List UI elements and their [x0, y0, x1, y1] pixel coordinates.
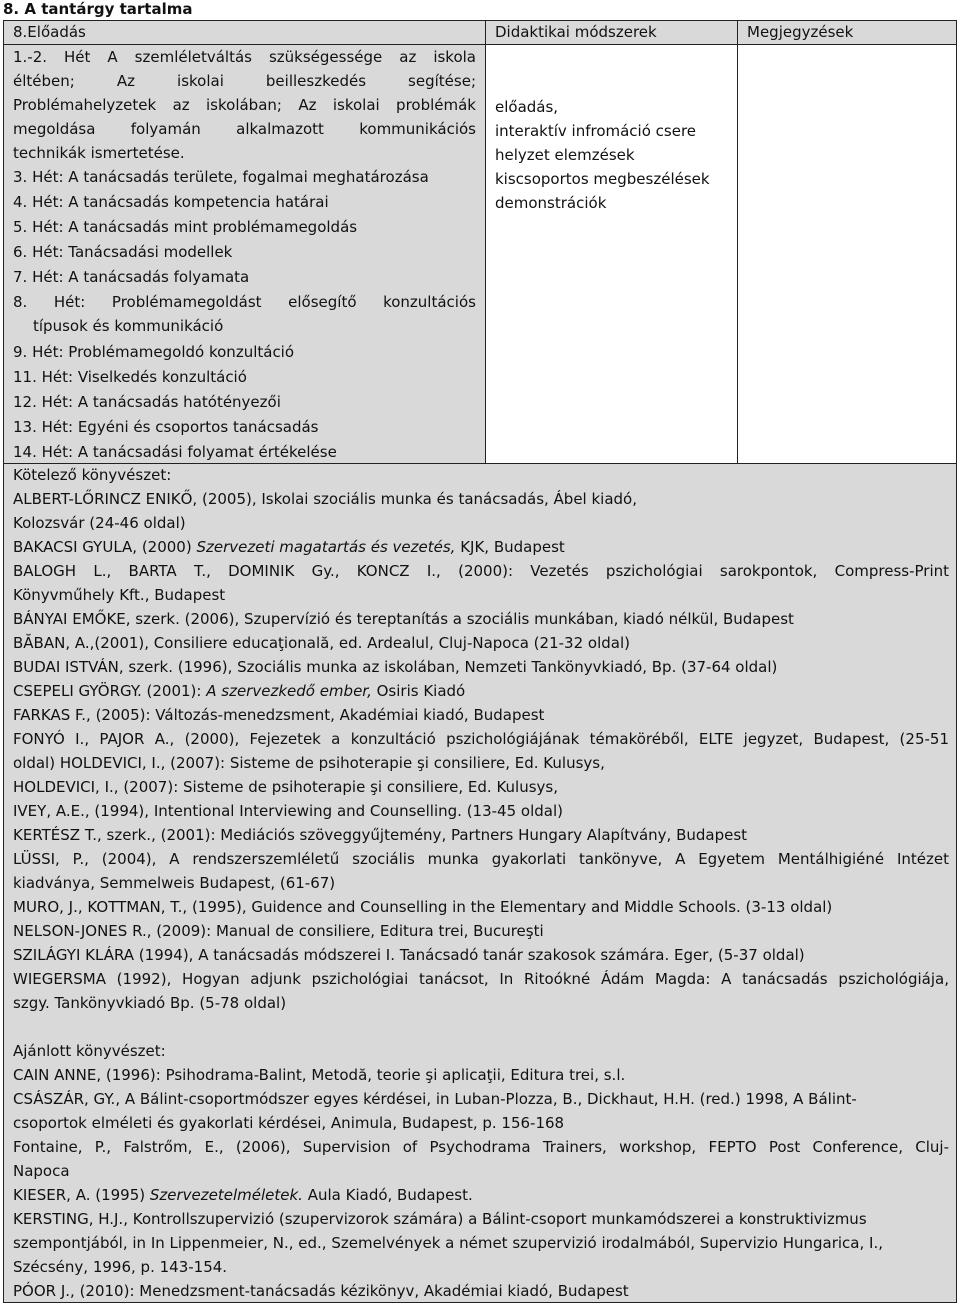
- reference: LÜSSI, P., (2004), A rendszerszemléletű szociális munka gyakorlati tankönyve, A Egyetem Mentálhigiéné Intézet: [13, 850, 949, 868]
- week-8-word: elősegítő: [288, 293, 357, 311]
- header-lecture: 8.Előadás: [13, 23, 86, 41]
- header-cell-notes: [737, 20, 957, 45]
- reference-text: Aula Kiadó, Budapest.: [302, 1186, 473, 1204]
- week-8-line-2: típusok és kommunikáció: [33, 317, 224, 335]
- week-topic: 5. Hét: A tanácsadás mint problémamegoldás: [13, 218, 358, 236]
- method-item: helyzet elemzések: [495, 146, 635, 164]
- method-item: előadás,: [495, 98, 559, 116]
- notes-cell: [737, 44, 957, 464]
- header-cell-methods: [485, 20, 738, 45]
- required-heading: Kötelező könyvészet:: [13, 466, 172, 484]
- reference: MURO, J., KOTTMAN, T., (1995), Guidence and Counselling in the Elementary and Middle Schools. (3-13 oldal): [13, 898, 833, 916]
- week-8-line-1: [13, 290, 476, 314]
- reference: [13, 1183, 949, 1207]
- reference: Fontaine, P., Falstrőm, E., (2006), Supervision of Psychodrama Trainers, workshop, FEPTO Post Conference, Cluj-: [13, 1138, 949, 1156]
- reference: oldal) HOLDEVICI, I., (2007): Sisteme de psihoterapie şi consiliere, Ed. Kulusys,: [13, 754, 605, 772]
- week-topic: 12. Hét: A tanácsadás hatótényezői: [13, 393, 281, 411]
- reference: WIEGERSMA (1992), Hogyan adjunk pszichológiai tanácsot, In Ritoókné Ádám Magda: A tanácsadás pszichológiája,: [13, 970, 949, 988]
- week-1-2-line: éltében; Az iskolai beilleszkedés segítése;: [13, 72, 476, 90]
- reference: Kolozsvár (24-46 oldal): [13, 514, 186, 532]
- week-topic: 3. Hét: A tanácsadás területe, fogalmai meghatározása: [13, 168, 429, 186]
- week-1-2-line: 1.-2. Hét A szemléletváltás szükségessége az iskola: [13, 48, 476, 66]
- reference: Napoca: [13, 1162, 70, 1180]
- reference-title: Szervezeti magatartás és vezetés,: [196, 538, 456, 556]
- week-1-2-line: Problémahelyzetek az iskolában; Az iskolai problémák: [13, 96, 476, 114]
- bibliography-cell: [3, 463, 957, 1303]
- header-cell-lecture: [3, 20, 486, 45]
- reference: FONYÓ I., PAJOR A., (2000), Fejezetek a konzultáció pszichológiájának témaköréből, ELTE jegyzet, Budapest, (25-51: [13, 730, 949, 748]
- weeks-rest-list: [13, 340, 337, 465]
- week-topic: 11. Hét: Viselkedés konzultáció: [13, 368, 247, 386]
- reference: NELSON-JONES R., (2009): Manual de consiliere, Editura trei, Bucureşti: [13, 922, 544, 940]
- reference: HOLDEVICI, I., (2007): Sisteme de psihoterapie şi consiliere, Ed. Kulusys,: [13, 778, 559, 796]
- reference-title: Szervezetelméletek.: [149, 1186, 303, 1204]
- section-title: 8. A tantárgy tartalma: [3, 0, 193, 18]
- reference: Könyvműhely Kft., Budapest: [13, 586, 226, 604]
- reference-text: KJK, Budapest: [455, 538, 565, 556]
- reference-text: KIESER, A. (1995): [13, 1186, 150, 1204]
- week-1-2-line: megoldása folyamán alkalmazott kommunikációs: [13, 120, 476, 138]
- header-methods: Didaktikai módszerek: [495, 23, 657, 41]
- reference: FARKAS F., (2005): Változás-menedzsment, Akadémiai kiadó, Budapest: [13, 706, 545, 724]
- week-8-word: 8.: [13, 293, 28, 311]
- reference: CAIN ANNE, (1996): Psihodrama-Balint, Metodă, teorie şi aplicaţii, Editura trei, s.l.: [13, 1066, 626, 1084]
- week-topic: 14. Hét: A tanácsadási folyamat értékelése: [13, 443, 337, 461]
- week-topic: 4. Hét: A tanácsadás kompetencia határai: [13, 193, 329, 211]
- week-8-word: Hét:: [53, 293, 86, 311]
- reference: BÁNYAI EMŐKE, szerk. (2006), Szupervízió és tereptanítás a szociális munkában, kiadó nélkül, Budapest: [13, 610, 794, 628]
- header-notes: Megjegyzések: [747, 23, 854, 41]
- week-topic: 7. Hét: A tanácsadás folyamata: [13, 268, 250, 286]
- reference-text: CSEPELI GYÖRGY. (2001):: [13, 682, 207, 700]
- reference: [13, 535, 949, 559]
- required-bibliography: [13, 463, 949, 1015]
- method-item: kiscsoportos megbeszélések: [495, 170, 710, 188]
- recommended-bibliography: [13, 1039, 949, 1303]
- method-item: demonstrációk: [495, 194, 607, 212]
- week-1-2-topic: [13, 45, 476, 165]
- week-8-topic: [13, 290, 476, 338]
- weeks-list: [13, 165, 429, 290]
- reference: SZILÁGYI KLÁRA (1994), A tanácsadás módszerei I. Tanácsadó tanár szakosok számára. Eger, (5-37 oldal): [13, 946, 805, 964]
- reference: KERSTING, H.J., Kontrollszupervizió (szupervizorok számára) a Bálint-csoport munkamódszerei a konstruktivizmus: [13, 1210, 867, 1228]
- reference: szempontjából, in In Lippenmeier, N., ed., Szemelvények a német szupervizió irodalmából, Supervizio Hungarica, I.,: [13, 1234, 883, 1252]
- week-topic: 13. Hét: Egyéni és csoportos tanácsadás: [13, 418, 319, 436]
- reference: BALOGH L., BARTA T., DOMINIK Gy., KONCZ I., (2000): Vezetés pszichológiai sarokpontok, Compress-Print: [13, 562, 949, 580]
- reference: csoportok elméleti és gyakorlati kérdései, Animula, Budapest, p. 156-168: [13, 1114, 565, 1132]
- reference: szgy. Tankönyvkiadó Bp. (5-78 oldal): [13, 994, 287, 1012]
- week-topic: 6. Hét: Tanácsadási modellek: [13, 243, 233, 261]
- week-8-word: Problémamegoldást: [111, 293, 262, 311]
- reference: CSÁSZÁR, GY., A Bálint-csoportmódszer egyes kérdései, in Luban-Plozza, B., Dickhaut, H.H. (red.) 1998, A Bálint-: [13, 1090, 857, 1108]
- reference: KERTÉSZ T., szerk., (2001): Mediációs szöveggyűjtemény, Partners Hungary Alapítvány, Budapest: [13, 826, 748, 844]
- week-topic: 9. Hét: Problémamegoldó konzultáció: [13, 343, 295, 361]
- reference: [13, 679, 949, 703]
- reference-text: Osiris Kiadó: [371, 682, 466, 700]
- methods-list: [495, 95, 710, 215]
- reference: PÓOR J., (2010): Menedzsment-tanácsadás kézikönyv, Akadémiai kiadó, Budapest: [13, 1282, 629, 1300]
- reference: ALBERT-LŐRINCZ ENIKŐ, (2005), Iskolai szociális munka és tanácsadás, Ábel kiadó,: [13, 490, 638, 508]
- method-item: interaktív infromáció csere: [495, 122, 697, 140]
- topics-cell: [3, 44, 486, 464]
- reference: IVEY, A.E., (1994), Intentional Interviewing and Counselling. (13-45 oldal): [13, 802, 563, 820]
- reference: kiadványa, Semmelweis Budapest, (61-67): [13, 874, 336, 892]
- reference: BĂBAN, A.,(2001), Consiliere educaţională, ed. Ardealul, Cluj-Napoca (21-32 oldal): [13, 634, 630, 652]
- reference: BUDAI ISTVÁN, szerk. (1996), Szociális munka az iskolában, Nemzeti Tankönyvkiadó, Bp. (37-64 oldal): [13, 658, 778, 676]
- reference-text: BAKACSI GYULA, (2000): [13, 538, 197, 556]
- reference: Szécsény, 1996, p. 143-154.: [13, 1258, 228, 1276]
- methods-cell: [485, 44, 738, 464]
- recommended-heading: Ajánlott könyvészet:: [13, 1042, 166, 1060]
- week-8-word: konzultációs: [383, 293, 476, 311]
- reference-title: A szervezkedő ember,: [206, 682, 372, 700]
- week-1-2-line: technikák ismertetése.: [13, 144, 185, 162]
